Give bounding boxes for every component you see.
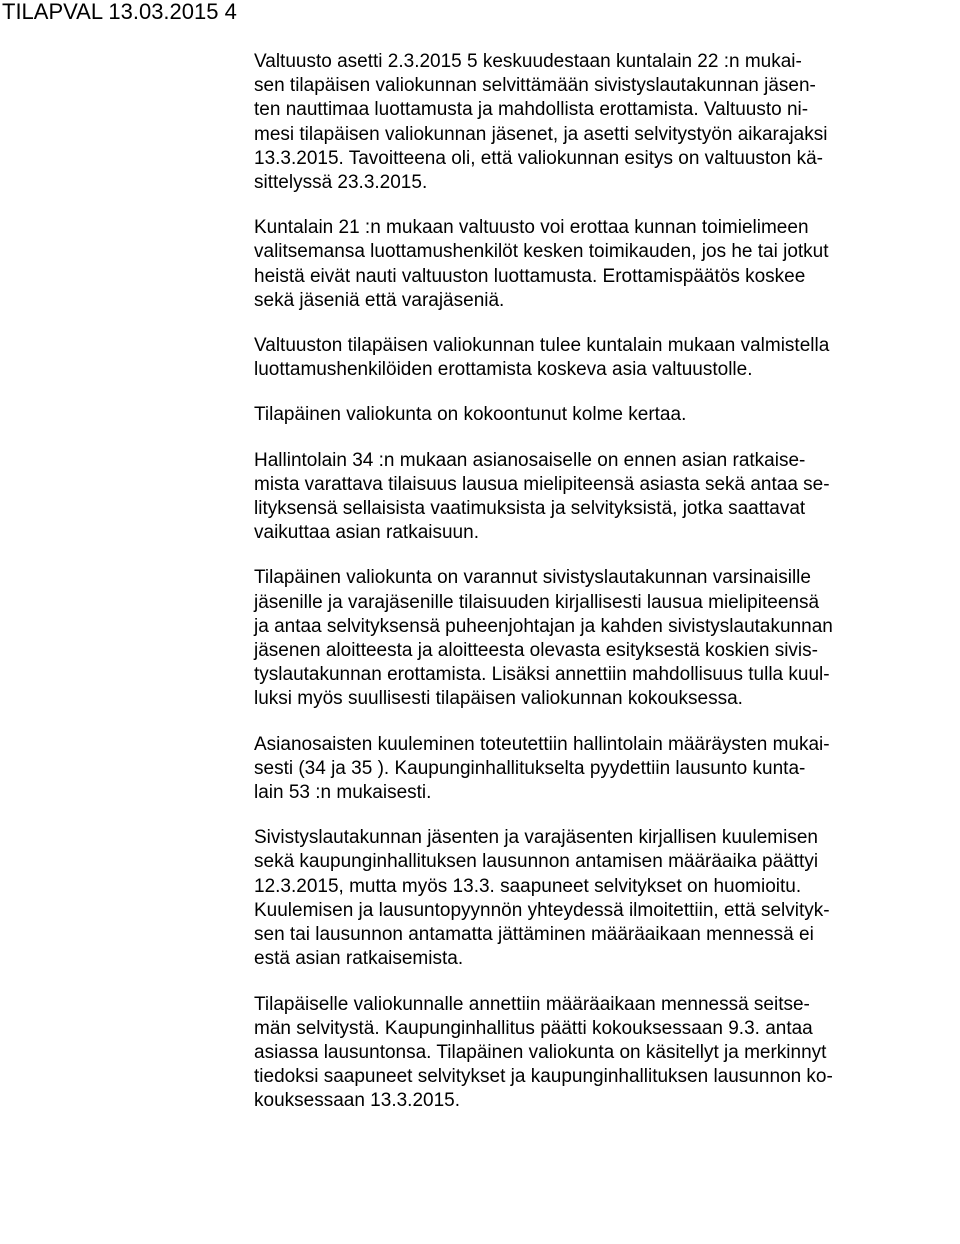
text-line: Valtuuston tilapäisen valiokunnan tulee kuntalain mukaan valmistella [254, 335, 830, 357]
text-line: jäsenille ja varajäsenille tilaisuuden kirjallisesti lausua mielipiteensä [254, 591, 820, 613]
text-line: ten nauttimaa luottamusta ja mahdollista erottamista. Valtuusto ni- [254, 99, 809, 121]
text-line: Tilapäinen valiokunta on varannut sivistyslautakunnan varsinaisille [254, 567, 811, 589]
text-line: 13.3.2015. Tavoitteena oli, että valiokunnan esitys on valtuuston kä- [254, 147, 823, 169]
text-line: tiedoksi saapuneet selvitykset ja kaupunginhallituksen lausunnon ko- [254, 1066, 833, 1088]
text-line: Tilapäiselle valiokunnalle annettiin määräaikaan mennessä seitse- [254, 993, 810, 1015]
text-line: luksi myös suullisesti tilapäisen valiokunnan kokouksessa. [254, 688, 743, 710]
text-line: 12.3.2015, mutta myös 13.3. saapuneet selvitykset on huomioitu. [254, 875, 802, 897]
text-line: tyslautakunnan erottamista. Lisäksi annettiin mahdollisuus tulla kuul- [254, 664, 830, 686]
text-line: kouksessaan 13.3.2015. [254, 1090, 460, 1112]
text-line: sekä kaupunginhallituksen lausunnon antamisen määräaika päättyi [254, 851, 819, 873]
text-line: Valtuusto asetti 2.3.2015 5 keskuudestaan kuntalain 22 :n mukai- [254, 51, 802, 72]
text-line: ja antaa selvityksensä puheenjohtajan ja kahden sivistyslautakunnan [254, 615, 833, 637]
text-line: Kuntalain 21 :n mukaan valtuusto voi erottaa kunnan toimielimeen [254, 217, 809, 239]
paragraph-2 [254, 216, 954, 313]
text-line: mista varattava tilaisuus lausua mielipiteensä asiasta sekä antaa se- [254, 473, 830, 495]
paragraph-5 [254, 449, 954, 546]
text-line: lityksensä sellaisista vaatimuksista ja selvityksistä, jotka saattavat [254, 498, 806, 520]
text-line: Asianosaisten kuuleminen toteutettiin hallintolain määräysten mukai- [254, 733, 830, 755]
paragraph-9 [254, 993, 954, 1114]
text-line: sen tai lausunnon antamatta jättäminen määräaikaan mennessä ei [254, 924, 814, 946]
text-line: sen tilapäisen valiokunnan selvittämään sivistyslautakunnan jäsen- [254, 75, 816, 97]
text-line: luottamushenkilöiden erottamista koskeva asia valtuustolle. [254, 359, 753, 381]
text-line: asiassa lausuntonsa. Tilapäinen valiokunta on käsitellyt ja merkinnyt [254, 1041, 827, 1063]
paragraph-1 [254, 50, 954, 195]
text-line: mesi tilapäisen valiokunnan jäsenet, ja asetti selvitystyön aikarajaksi [254, 123, 828, 145]
text-line: Kuulemisen ja lausuntopyynnön yhteydessä ilmoitettiin, että selvityk- [254, 899, 830, 921]
text-line: valitsemansa luottamushenkilöt kesken toimikauden, jos he tai jotkut [254, 241, 829, 263]
text-line: Tilapäinen valiokunta on kokoontunut kolme kertaa. [254, 404, 687, 426]
document-body [254, 50, 954, 1114]
text-line: män selvitystä. Kaupunginhallitus päätti kokouksessaan 9.3. antaa [254, 1017, 813, 1039]
text-line: sesti (34 ja 35 ). Kaupunginhallitukselta pyydettiin lausunto kunta- [254, 757, 806, 779]
text-line: Sivistyslautakunnan jäsenten ja varajäsenten kirjallisen kuulemisen [254, 827, 818, 849]
text-line: heistä eivät nauti valtuuston luottamusta. Erottamispäätös koskee [254, 265, 806, 287]
text-line: Hallintolain 34 :n mukaan asianosaiselle on ennen asian ratkaise- [254, 449, 806, 471]
text-line: jäsenen aloitteesta ja aloitteesta olevasta esityksestä koskien sivis- [254, 640, 818, 662]
paragraph-4 [254, 403, 954, 427]
text-line: sittelyssä 23.3.2015. [254, 172, 428, 194]
text-line: lain 53 :n mukaisesti. [254, 782, 432, 804]
text-line: vaikuttaa asian ratkaisuun. [254, 522, 479, 544]
text-line: estä asian ratkaisemista. [254, 948, 464, 970]
paragraph-3 [254, 334, 954, 382]
paragraph-8 [254, 826, 954, 971]
paragraph-7 [254, 733, 954, 806]
paragraph-6 [254, 566, 954, 711]
text-line: sekä jäseniä että varajäseniä. [254, 289, 505, 311]
page-header: TILAPVAL 13.03.2015 4 [2, 0, 237, 24]
